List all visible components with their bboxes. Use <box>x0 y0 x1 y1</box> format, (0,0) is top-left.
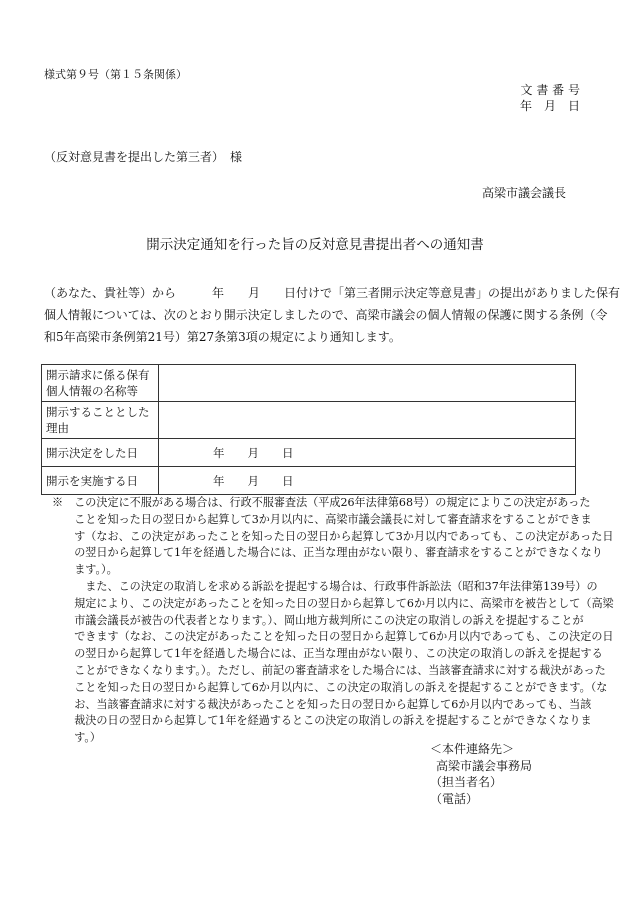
label-line: 開示することとした <box>46 405 150 419</box>
body-line: 和5年高梁市条例第21号）第27条第3項の規定により通知します。 <box>44 330 401 344</box>
table-row <box>42 467 576 495</box>
note-line: 規定により、この決定があったことを知った日の翌日から起算して6か月以内に、高梁市を被告として（高梁 <box>52 596 614 610</box>
contact-block <box>430 741 532 807</box>
recipient: （反対意見書を提出した第三者） 様 <box>44 150 243 164</box>
contact-phone: （電話） <box>430 791 479 806</box>
table-row <box>42 365 576 402</box>
note-line: また、この決定の取消しを求める訴訟を提起する場合は、行政事件訴訟法（昭和37年法律第139号）の <box>52 579 598 593</box>
table-label <box>42 439 159 467</box>
contact-person: （担当者名） <box>430 775 503 789</box>
note-line: ※ この決定に不服がある場合は、行政不服審査法（平成26年法律第68号）の規定によりこの決定があった <box>52 496 591 509</box>
note-line: の翌日から起算して1年を経過した場合には、正当な理由がない限り、審査請求をすることができなくなり <box>52 546 603 560</box>
body-line: （あなた、貴社等）から 年 月 日付けで「第三者開示決定等意見書」の提出がありました保有 <box>44 286 621 300</box>
document-title: 開示決定通知を行った旨の反対意見書提出者への通知書 <box>146 237 484 253</box>
table-label <box>42 365 159 402</box>
table-value <box>159 402 576 439</box>
notes <box>52 495 614 747</box>
contact-heading: ＜本件連絡先＞ <box>430 742 515 756</box>
note-line: お、当該審査請求に対する裁決があったことを知った日の翌日から起算して6か月以内であっても、当該 <box>52 697 592 711</box>
note-line: の翌日から起算して1年を経過した場合には、正当な理由がない限り、この決定の取消しの訴えを提起する <box>52 647 603 661</box>
table-label <box>42 402 159 439</box>
body-paragraph <box>44 282 621 348</box>
body-line: 個人情報については、次のとおり開示決定しましたので、高梁市議会の個人情報の保護に関する条例（令 <box>44 308 608 322</box>
table-value: 年 月 日 <box>159 439 576 467</box>
label-line: 開示請求に係る保有 <box>46 368 150 382</box>
document-meta <box>520 82 580 114</box>
table-value <box>159 365 576 402</box>
table-label <box>42 467 159 495</box>
note-line: す（なお、この決定があったことを知った日の翌日から起算して3か月以内であっても、この決定があった日 <box>52 529 614 543</box>
note-line: ことを知った日の翌日から起算して3か月以内に、高梁市議会議長に対して審査請求をすることができま <box>52 512 592 526</box>
document-date: 年 月 日 <box>519 99 580 113</box>
label-line: 理由 <box>46 421 69 435</box>
note-line: 市議会議長が被告の代表者となります。）、岡山地方裁判所にこの決定の取消しの訴えを提起することが <box>52 613 584 627</box>
sender: 高梁市議会議長 <box>481 186 566 200</box>
table-row <box>42 402 576 439</box>
note-line: ます。）。 <box>52 563 118 577</box>
table-value: 年 月 日 <box>159 467 576 495</box>
note-line: できます（なお、この決定があったことを知った日の翌日から起算して6か月以内であっても、この決定の日 <box>52 630 614 644</box>
table-row <box>42 439 576 467</box>
note-line: ことを知った日の翌日から起算して6か月以内に、この決定の取消しの訴えを提起することができます。（な <box>52 680 608 694</box>
document-number: 文 書 番 号 <box>520 83 580 97</box>
label-line: 開示を実施する日 <box>46 473 138 488</box>
label-line: 開示決定をした日 <box>46 445 138 460</box>
label-line: 個人情報の名称等 <box>46 384 138 398</box>
info-table <box>41 364 576 495</box>
note-line: 裁決の日の翌日から起算して1年を経過するとこの決定の取消しの訴えを提起することができなくなりま <box>52 714 592 728</box>
form-number: 様式第９号（第１５条関係） <box>44 68 187 81</box>
note-line: す。） <box>52 731 102 745</box>
contact-office: 高梁市議会事務局 <box>436 758 533 773</box>
note-line: ことができなくなります。）。ただし、前記の審査請求をした場合には、当該審査請求に対する裁決があった <box>52 663 606 677</box>
